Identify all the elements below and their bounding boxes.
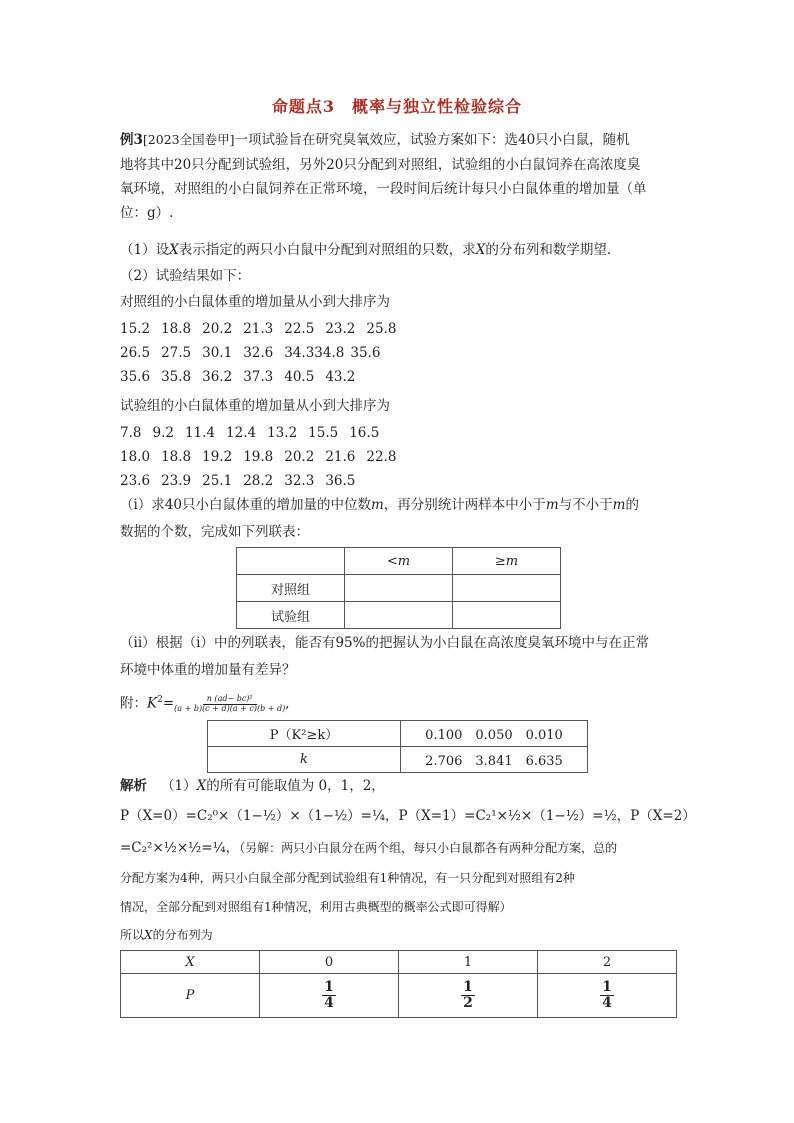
source-tag: [2023全国卷甲] <box>142 132 235 147</box>
crit-row1-label: P（K²≥k） <box>208 721 401 747</box>
test-value: 16.5 <box>349 425 380 441</box>
control-row <box>120 343 391 363</box>
test-row <box>120 471 366 491</box>
question-1: （1）设X表示指定的两只小白鼠中分配到对照组的只数，求X的分布列和数学期望. <box>120 242 612 258</box>
test-value: 18.0 <box>120 449 151 465</box>
control-row <box>120 367 366 387</box>
solution-line-2: P（X=0）=C₂⁰×（1−½）×（1−½）=¼，P（X=1）=C₂¹×½×（1−½）=½，P（X=2） <box>120 808 696 824</box>
fraction-denominator: 2 <box>463 995 473 1011</box>
appendix-formula: 附：$K^2=$ $\frac{\text{n (ad− bc)²}}{(a + b)(c + d)(a + c)(b + d)}$ , <box>120 693 290 713</box>
problem-line-4: 位：g）. <box>120 205 174 221</box>
dist-p-value <box>538 974 677 1018</box>
crit-row2-values: 2.706 3.841 6.635 <box>401 747 588 773</box>
control-value: 35.6 <box>120 369 151 385</box>
dist-x-value: 1 <box>399 951 538 974</box>
distribution-table <box>120 950 677 1018</box>
test-value: 20.2 <box>284 449 315 465</box>
dist-p-label: P <box>121 974 260 1018</box>
test-value: 23.6 <box>120 473 151 489</box>
dist-p-value <box>260 974 399 1018</box>
test-value: 12.4 <box>226 425 257 441</box>
test-value: 21.6 <box>325 449 356 465</box>
fraction-numerator: 1 <box>324 979 334 996</box>
control-label: 对照组的小白鼠体重的增加量从小到大排序为 <box>120 294 390 310</box>
problem-line-2: 地将其中20只分配到试验组，另外20只分配到对照组，试验组的小白鼠饲养在高浓度臭 <box>120 157 641 173</box>
solution-line-4: 分配方案为4种，两只小白鼠全部分配到试验组有1种情况，有一只分配到对照组有2种 <box>120 871 575 885</box>
control-value: 22.5 <box>284 321 315 337</box>
test-label: 试验组的小白鼠体重的增加量从小到大排序为 <box>120 398 390 414</box>
control-value: 36.2 <box>202 369 233 385</box>
crit-row2-label: k <box>208 747 401 773</box>
question-2: （2）试验结果如下： <box>120 268 251 284</box>
example-label: 例3 <box>120 132 143 148</box>
control-value: 18.8 <box>161 321 192 337</box>
test-row <box>120 447 407 467</box>
solution-line-1: 解析 （1）X的所有可能取值为 0，1，2， <box>120 778 385 794</box>
control-value: 25.8 <box>366 321 397 337</box>
critical-value-table <box>207 720 588 773</box>
fraction-denominator: 4 <box>602 995 612 1011</box>
problem-line-3: 氧环境，对照组的小白鼠饲养在正常环境，一段时间后统计每只小白鼠体重的增加量（单 <box>120 181 647 197</box>
contingency-table <box>236 547 561 629</box>
control-value: 27.5 <box>161 345 192 361</box>
fraction-numerator: 1 <box>463 979 473 996</box>
solution-label: 解析 <box>120 778 147 794</box>
test-value: 19.8 <box>243 449 274 465</box>
test-value: 9.2 <box>152 425 174 441</box>
row-test: 试验组 <box>237 602 345 629</box>
control-value: 40.5 <box>284 369 315 385</box>
fraction-denominator: 4 <box>324 995 334 1011</box>
row-control: 对照组 <box>237 575 345 602</box>
control-value: 35.6 <box>350 345 381 361</box>
control-value: 43.2 <box>325 369 356 385</box>
solution-line-6: 所以X的分布列为 <box>120 928 213 942</box>
control-value: 26.5 <box>120 345 151 361</box>
question-ii-line-2: 环境中体重的增加量有差异？ <box>120 662 296 678</box>
page-title: 命题点3 概率与独立性检验综合 <box>271 97 523 116</box>
test-value: 15.5 <box>308 425 339 441</box>
col-header-less: <m <box>345 548 453 575</box>
control-value: 37.3 <box>243 369 274 385</box>
col-header-geq: ≥m <box>453 548 561 575</box>
test-value: 36.5 <box>325 473 356 489</box>
dist-x-value: 2 <box>538 951 677 974</box>
question-i-line-1: （i）求40只小白鼠体重的增加量的中位数m，再分别统计两样本中小于m与不小于m的 <box>120 497 639 513</box>
test-value: 19.2 <box>202 449 233 465</box>
test-value: 23.9 <box>161 473 192 489</box>
solution-line-5: 情况，全部分配到对照组有1种情况，利用古典概型的概率公式即可得解） <box>120 900 512 914</box>
control-value: 34.334.8 <box>284 345 345 361</box>
test-value: 25.1 <box>202 473 233 489</box>
control-value: 21.3 <box>243 321 274 337</box>
control-value: 15.2 <box>120 321 151 337</box>
question-i-line-2: 数据的个数，完成如下列联表： <box>120 524 309 540</box>
test-row <box>120 423 390 443</box>
test-value: 11.4 <box>184 425 216 441</box>
question-ii-line-1: （ii）根据（i）中的列联表，能否有95%的把握认为小白鼠在高浓度臭氧环境中与在正常 <box>120 635 649 651</box>
fraction-numerator: 1 <box>602 979 612 996</box>
dist-x-label: X <box>121 951 260 974</box>
test-value: 28.2 <box>243 473 274 489</box>
control-value: 35.8 <box>161 369 192 385</box>
solution-line-3: =C₂²×½×½=¼，（另解：两只小白鼠分在两个组，每只小白鼠都各有两种分配方案，总的 <box>120 840 618 856</box>
test-value: 7.8 <box>120 425 142 441</box>
dist-p-value <box>399 974 538 1018</box>
control-row <box>120 319 407 339</box>
test-value: 22.8 <box>366 449 397 465</box>
crit-row1-values: 0.100 0.050 0.010 <box>401 721 588 747</box>
problem-line-1 <box>120 130 630 150</box>
test-value: 18.8 <box>161 449 192 465</box>
control-value: 32.6 <box>243 345 274 361</box>
control-value: 20.2 <box>202 321 233 337</box>
control-value: 30.1 <box>202 345 233 361</box>
problem-text: 一项试验旨在研究臭氧效应，试验方案如下：选40只小白鼠，随机 <box>234 132 630 148</box>
test-value: 13.2 <box>267 425 298 441</box>
control-value: 23.2 <box>325 321 356 337</box>
test-value: 32.3 <box>284 473 315 489</box>
k2-formula: $\frac{\text{n (ad− bc)²}}{(a + b)(c + d)(a + c)(b + d)}$ <box>174 693 286 713</box>
dist-x-value: 0 <box>260 951 399 974</box>
